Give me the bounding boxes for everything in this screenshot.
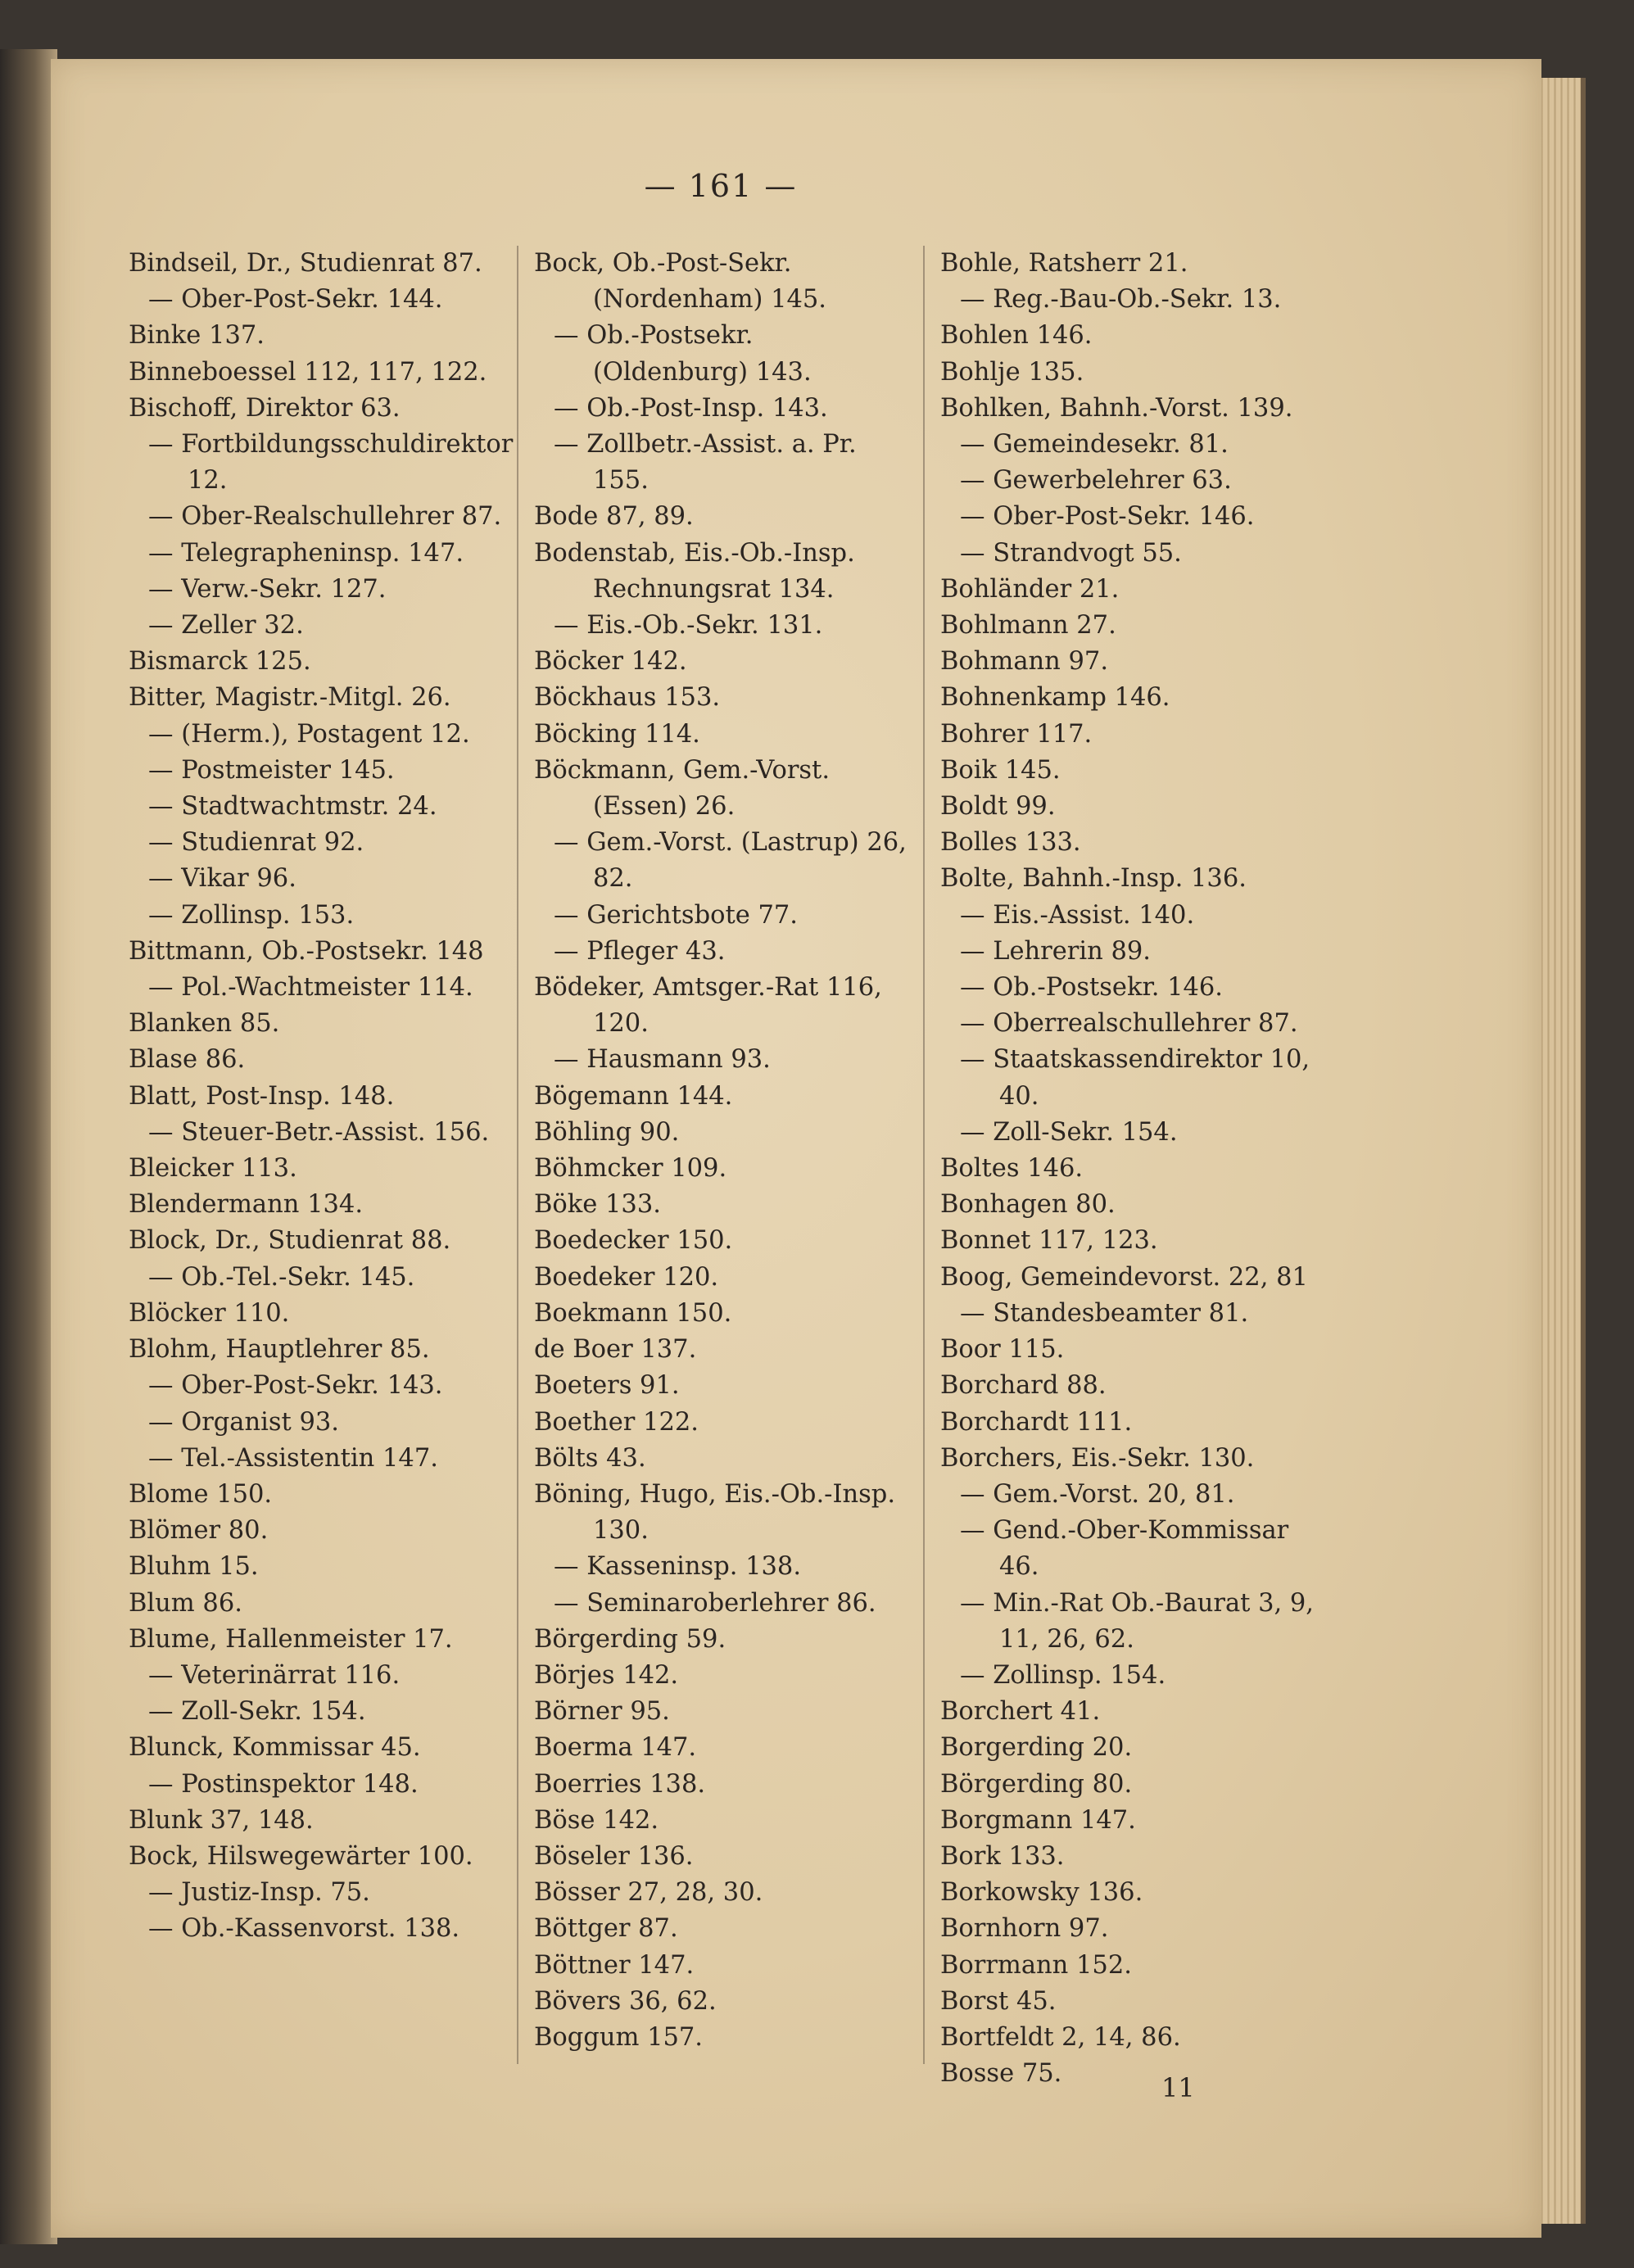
index-entry: Blome 150. xyxy=(129,1479,273,1509)
index-entry: Blatt, Post-Insp. 148. xyxy=(129,1081,395,1111)
index-entry: Binke 137. xyxy=(129,321,265,351)
signature-mark: 11 xyxy=(1161,2072,1195,2103)
index-entry: Böhling 90. xyxy=(534,1117,680,1147)
index-entry: — Justiz-Insp. 75. xyxy=(148,1878,370,1908)
index-entry: Böhmcker 109. xyxy=(534,1154,727,1184)
index-entry: Boerma 147. xyxy=(534,1733,697,1763)
index-entry: — Ober-Post-Sekr. 146. xyxy=(960,502,1255,532)
index-entry: Böcker 142. xyxy=(534,647,687,677)
index-entry: Börner 95. xyxy=(534,1697,670,1727)
index-entry: Bövers 36, 62. xyxy=(534,1986,717,2016)
index-entry: — Zollinsp. 153. xyxy=(148,900,355,930)
index-entry: Bischoff, Direktor 63. xyxy=(129,393,401,423)
index-entry: — Veterinärrat 116. xyxy=(148,1660,401,1690)
index-entry: — Postinspektor 148. xyxy=(148,1769,419,1799)
index-entry: Bonnet 117, 123. xyxy=(940,1226,1158,1256)
index-column-1 xyxy=(129,246,514,1948)
index-entry: — Ober-Post-Sekr. 143. xyxy=(148,1371,443,1401)
index-entry: — Kasseninsp. 138. xyxy=(554,1552,802,1582)
index-entry: Bohlje 135. xyxy=(940,357,1084,387)
index-entry: — Zoll-Sekr. 154. xyxy=(960,1117,1178,1147)
index-entry: — Zollbetr.-Assist. a. Pr. 155. xyxy=(554,430,857,496)
index-entry: — Eis.-Assist. 140. xyxy=(960,900,1195,930)
index-entry: Borchers, Eis.-Sekr. 130. xyxy=(940,1443,1255,1473)
index-entry: Bolles 133. xyxy=(940,828,1081,858)
index-entry: Bleicker 113. xyxy=(129,1154,297,1184)
index-entry: Blume, Hallenmeister 17. xyxy=(129,1624,453,1654)
index-entry: — Pol.-Wachtmeister 114. xyxy=(148,973,473,1003)
index-entry: Böckmann, Gem.-Vorst. (Essen) 26. xyxy=(534,755,831,822)
index-entry: Bode 87, 89. xyxy=(534,502,694,532)
index-entry: — Ober-Realschullehrer 87. xyxy=(148,502,502,532)
index-entry: — Tel.-Assistentin 147. xyxy=(148,1443,438,1473)
index-entry: Blum 86. xyxy=(129,1588,242,1618)
index-entry: — Telegrapheninsp. 147. xyxy=(148,538,464,568)
index-entry: — Gem.-Vorst. 20, 81. xyxy=(960,1479,1235,1509)
index-entry: Bohnenkamp 146. xyxy=(940,683,1170,713)
index-entry: — Stadtwachtmstr. 24. xyxy=(148,792,437,822)
index-entry: Bohle, Ratsherr 21. xyxy=(940,249,1188,278)
index-entry: — Steuer-Betr.-Assist. 156. xyxy=(148,1117,490,1147)
index-entry: — Ob.-Postsekr. 146. xyxy=(960,973,1223,1003)
index-entry: — Hausmann 93. xyxy=(554,1045,771,1075)
index-entry: Bohlken, Bahnh.-Vorst. 139. xyxy=(940,393,1293,423)
index-column-2 xyxy=(534,246,911,2056)
index-entry: Borchert 41. xyxy=(940,1697,1101,1727)
index-entry: Böning, Hugo, Eis.-Ob.-Insp. 130. xyxy=(534,1479,896,1546)
index-entry: Bohländer 21. xyxy=(940,574,1120,604)
index-entry: Bödeker, Amtsger.-Rat 116, 120. xyxy=(534,973,882,1039)
index-entry: Bitter, Magistr.-Mitgl. 26. xyxy=(129,683,451,713)
index-entry: Bindseil, Dr., Studienrat 87. xyxy=(129,249,482,278)
index-entry: Boggum 157. xyxy=(534,2022,703,2052)
index-entry: Bornhorn 97. xyxy=(940,1914,1109,1944)
index-entry: — Oberrealschullehrer 87. xyxy=(960,1009,1298,1039)
index-entry: Block, Dr., Studienrat 88. xyxy=(129,1226,451,1256)
index-entry: Bögemann 144. xyxy=(534,1081,733,1111)
index-entry: — Eis.-Ob.-Sekr. 131. xyxy=(554,611,823,641)
index-entry: Börgerding 59. xyxy=(534,1624,726,1654)
index-entry: Boedecker 150. xyxy=(534,1226,733,1256)
index-entry: Böttger 87. xyxy=(534,1914,678,1944)
index-entry: — Vikar 96. xyxy=(148,864,296,894)
index-entry: Borst 45. xyxy=(940,1986,1057,2016)
index-entry: — Zollinsp. 154. xyxy=(960,1660,1166,1690)
index-entry: — Ob.-Post-Insp. 143. xyxy=(554,393,828,423)
index-entry: Boltes 146. xyxy=(940,1154,1084,1184)
index-entry: Borgmann 147. xyxy=(940,1805,1136,1835)
index-entry: Boedeker 120. xyxy=(534,1262,719,1292)
index-entry: — Gend.-Ober-Kommissar 46. xyxy=(960,1516,1289,1582)
index-entry: — Zeller 32. xyxy=(148,611,304,641)
index-entry: — Gemeindesekr. 81. xyxy=(960,430,1229,459)
index-entry: Boekmann 150. xyxy=(534,1298,732,1328)
index-entry: — Ob.-Tel.-Sekr. 145. xyxy=(148,1262,415,1292)
index-entry: — Zoll-Sekr. 154. xyxy=(148,1697,366,1727)
index-entry: Böckhaus 153. xyxy=(534,683,721,713)
index-entry: Bortfeldt 2, 14, 86. xyxy=(940,2022,1181,2052)
index-entry: Boether 122. xyxy=(534,1407,699,1437)
index-entry: — (Herm.), Postagent 12. xyxy=(148,719,470,749)
column-rule-1 xyxy=(517,246,518,2064)
index-entry: — Staatskassendirektor 10, 40. xyxy=(960,1045,1310,1111)
index-entry: Boog, Gemeindevorst. 22, 81 xyxy=(940,1262,1308,1292)
index-entry: — Ob.-Postsekr. (Oldenburg) 143. xyxy=(554,321,812,387)
index-entry: Blunck, Kommissar 45. xyxy=(129,1733,421,1763)
index-entry: — Organist 93. xyxy=(148,1407,339,1437)
index-entry: Bosse 75. xyxy=(940,2059,1062,2089)
index-entry: Böse 142. xyxy=(534,1805,659,1835)
index-entry: Bock, Ob.-Post-Sekr. (Nordenham) 145. xyxy=(534,249,826,315)
index-entry: — Gewerbelehrer 63. xyxy=(960,466,1232,496)
index-entry: — Gerichtsbote 77. xyxy=(554,900,798,930)
index-entry: Bohrer 117. xyxy=(940,719,1093,749)
index-entry: Borrmann 152. xyxy=(940,1950,1132,1980)
page-number: — 161 — xyxy=(644,168,798,204)
index-entry: Boldt 99. xyxy=(940,792,1056,822)
index-entry: Blohm, Hauptlehrer 85. xyxy=(129,1335,430,1365)
previous-page-edge xyxy=(0,49,57,2244)
index-entry: Bohlmann 27. xyxy=(940,611,1116,641)
index-entry: Börjes 142. xyxy=(534,1660,679,1690)
index-entry: — Gem.-Vorst. (Lastrup) 26, 82. xyxy=(554,828,907,894)
index-entry: Boerries 138. xyxy=(534,1769,706,1799)
index-entry: Bittmann, Ob.-Postsekr. 148 xyxy=(129,936,484,966)
index-entry: — Min.-Rat Ob.-Baurat 3, 9, 11, 26, 62. xyxy=(960,1588,1315,1654)
index-entry: Binneboessel 112, 117, 122. xyxy=(129,357,487,387)
index-entry: Böseler 136. xyxy=(534,1841,694,1871)
index-entry: Boeters 91. xyxy=(534,1371,680,1401)
index-entry: Bork 133. xyxy=(940,1841,1065,1871)
index-entry: — Fortbildungsschuldirektor 12. xyxy=(148,430,514,496)
index-entry: — Seminaroberlehrer 86. xyxy=(554,1588,876,1618)
index-entry: Börgerding 80. xyxy=(940,1769,1133,1799)
index-entry: Bismarck 125. xyxy=(129,647,311,677)
index-entry: Boik 145. xyxy=(940,755,1061,785)
index-column-3 xyxy=(940,246,1333,2092)
index-entry: — Ober-Post-Sekr. 144. xyxy=(148,285,443,315)
index-entry: Borgerding 20. xyxy=(940,1733,1133,1763)
index-entry: Bonhagen 80. xyxy=(940,1190,1116,1220)
index-entry: Böcking 114. xyxy=(534,719,700,749)
index-entry: — Reg.-Bau-Ob.-Sekr. 13. xyxy=(960,285,1282,315)
index-entry: Bölts 43. xyxy=(534,1443,646,1473)
index-entry: Bohlen 146. xyxy=(940,321,1093,351)
index-entry: — Strandvogt 55. xyxy=(960,538,1182,568)
index-entry: Bolte, Bahnh.-Insp. 136. xyxy=(940,864,1247,894)
column-rule-2 xyxy=(923,246,925,2064)
index-entry: — Ob.-Kassenvorst. 138. xyxy=(148,1914,460,1944)
index-entry: Blanken 85. xyxy=(129,1009,280,1039)
index-entry: Blendermann 134. xyxy=(129,1190,364,1220)
index-entry: Blase 86. xyxy=(129,1045,246,1075)
index-entry: Bodenstab, Eis.-Ob.-Insp. Rechnungsrat 134. xyxy=(534,538,855,604)
index-entry: Boor 115. xyxy=(940,1335,1065,1365)
index-entry: Borchard 88. xyxy=(940,1371,1107,1401)
index-entry: Blömer 80. xyxy=(129,1516,269,1546)
index-entry: — Lehrerin 89. xyxy=(960,936,1151,966)
index-entry: — Standesbeamter 81. xyxy=(960,1298,1249,1328)
index-entry: Borchardt 111. xyxy=(940,1407,1133,1437)
index-entry: Blunk 37, 148. xyxy=(129,1805,314,1835)
index-entry: — Pfleger 43. xyxy=(554,936,726,966)
index-entry: Bluhm 15. xyxy=(129,1552,259,1582)
index-entry: Bohmann 97. xyxy=(940,647,1109,677)
index-entry: Böttner 147. xyxy=(534,1950,695,1980)
index-entry: Bock, Hilswegewärter 100. xyxy=(129,1841,473,1871)
index-entry: Böke 133. xyxy=(534,1190,661,1220)
index-entry: Blöcker 110. xyxy=(129,1298,290,1328)
index-entry: Bösser 27, 28, 30. xyxy=(534,1878,763,1908)
index-entry: de Boer 137. xyxy=(534,1335,697,1365)
index-entry: — Postmeister 145. xyxy=(148,755,395,785)
index-entry: — Studienrat 92. xyxy=(148,828,364,858)
index-entry: — Verw.-Sekr. 127. xyxy=(148,574,387,604)
index-entry: Borkowsky 136. xyxy=(940,1878,1143,1908)
